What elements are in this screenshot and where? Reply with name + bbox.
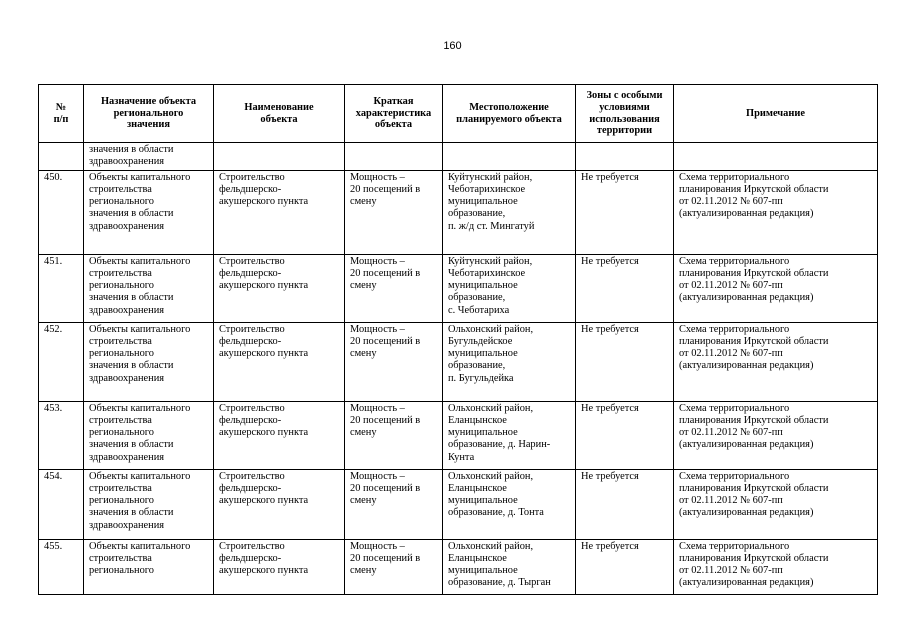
object-name: Строительство фельдшерско- акушерского пункта [214, 322, 345, 401]
table-row [39, 254, 878, 322]
table-cell [443, 143, 576, 171]
object-name: Строительство фельдшерско- акушерского пункта [214, 254, 345, 322]
object-characteristic: Мощность – 20 посещений в смену [345, 469, 443, 539]
page-number: 160 [443, 40, 462, 52]
table-row [39, 401, 878, 469]
special-zones: Не требуется [576, 401, 674, 469]
header-cell: Зоны с особыми условиями использования территории [576, 85, 674, 143]
object-location: Ольхонский район, Еланцынское муниципальное образование, д. Тонта [443, 469, 576, 539]
table-cell [345, 143, 443, 171]
header-cell: Краткая характеристика объекта [345, 85, 443, 143]
row-number: 451. [39, 254, 84, 322]
object-location: Ольхонский район, Бугульдейское муниципальное образование, п. Бугульдейка [443, 322, 576, 401]
continuation-row [39, 143, 878, 171]
special-zones: Не требуется [576, 170, 674, 254]
row-note: Схема территориального планирования Иркутской области от 02.11.2012 № 607-пп (актуализированная редакция) [674, 254, 878, 322]
table-header-row [39, 85, 878, 143]
table-cell [674, 143, 878, 171]
object-name: Строительство фельдшерско- акушерского пункта [214, 401, 345, 469]
object-purpose: Объекты капитального строительства регионального значения в области здравоохранения [84, 254, 214, 322]
row-number: 452. [39, 322, 84, 401]
object-purpose: Объекты капитального строительства регионального значения в области здравоохранения [84, 170, 214, 254]
row-note: Схема территориального планирования Иркутской области от 02.11.2012 № 607-пп (актуализированная редакция) [674, 469, 878, 539]
object-purpose: Объекты капитального строительства регионального значения в области здравоохранения [84, 322, 214, 401]
object-location: Куйтунский район, Чеботарихинское муниципальное образование, с. Чеботариха [443, 254, 576, 322]
object-purpose: Объекты капитального строительства регионального значения в области здравоохранения [84, 401, 214, 469]
table-row [39, 322, 878, 401]
row-number: 454. [39, 469, 84, 539]
table-cell [39, 143, 84, 171]
object-name: Строительство фельдшерско- акушерского пункта [214, 170, 345, 254]
special-zones: Не требуется [576, 539, 674, 594]
object-purpose: Объекты капитального строительства регионального значения в области здравоохранения [84, 469, 214, 539]
header-cell: Наименование объекта [214, 85, 345, 143]
object-characteristic: Мощность – 20 посещений в смену [345, 539, 443, 594]
row-note: Схема территориального планирования Иркутской области от 02.11.2012 № 607-пп (актуализированная редакция) [674, 539, 878, 594]
object-location: Ольхонский район, Еланцынское муниципальное образование, д. Тырган [443, 539, 576, 594]
table-row [39, 170, 878, 254]
header-cell: № п/п [39, 85, 84, 143]
special-zones: Не требуется [576, 469, 674, 539]
header-cell: Местоположение планируемого объекта [443, 85, 576, 143]
facilities-table [38, 84, 878, 595]
object-characteristic: Мощность – 20 посещений в смену [345, 401, 443, 469]
table-cell: значения в области здравоохранения [84, 143, 214, 171]
header-cell: Примечание [674, 85, 878, 143]
object-location: Куйтунский район, Чеботарихинское муниципальное образование, п. ж/д ст. Мингатуй [443, 170, 576, 254]
special-zones: Не требуется [576, 254, 674, 322]
row-note: Схема территориального планирования Иркутской области от 02.11.2012 № 607-пп (актуализированная редакция) [674, 170, 878, 254]
row-note: Схема территориального планирования Иркутской области от 02.11.2012 № 607-пп (актуализированная редакция) [674, 322, 878, 401]
object-characteristic: Мощность – 20 посещений в смену [345, 254, 443, 322]
table-cell [576, 143, 674, 171]
row-number: 455. [39, 539, 84, 594]
header-cell: Назначение объекта регионального значения [84, 85, 214, 143]
special-zones: Не требуется [576, 322, 674, 401]
row-note: Схема территориального планирования Иркутской области от 02.11.2012 № 607-пп (актуализированная редакция) [674, 401, 878, 469]
row-number: 450. [39, 170, 84, 254]
table-row [39, 469, 878, 539]
object-name: Строительство фельдшерско- акушерского пункта [214, 469, 345, 539]
table-row [39, 539, 878, 594]
table-cell [214, 143, 345, 171]
object-location: Ольхонский район, Еланцынское муниципальное образование, д. Нарин- Кунта [443, 401, 576, 469]
object-name: Строительство фельдшерско- акушерского пункта [214, 539, 345, 594]
object-characteristic: Мощность – 20 посещений в смену [345, 322, 443, 401]
row-number: 453. [39, 401, 84, 469]
object-purpose: Объекты капитального строительства регионального [84, 539, 214, 594]
object-characteristic: Мощность – 20 посещений в смену [345, 170, 443, 254]
